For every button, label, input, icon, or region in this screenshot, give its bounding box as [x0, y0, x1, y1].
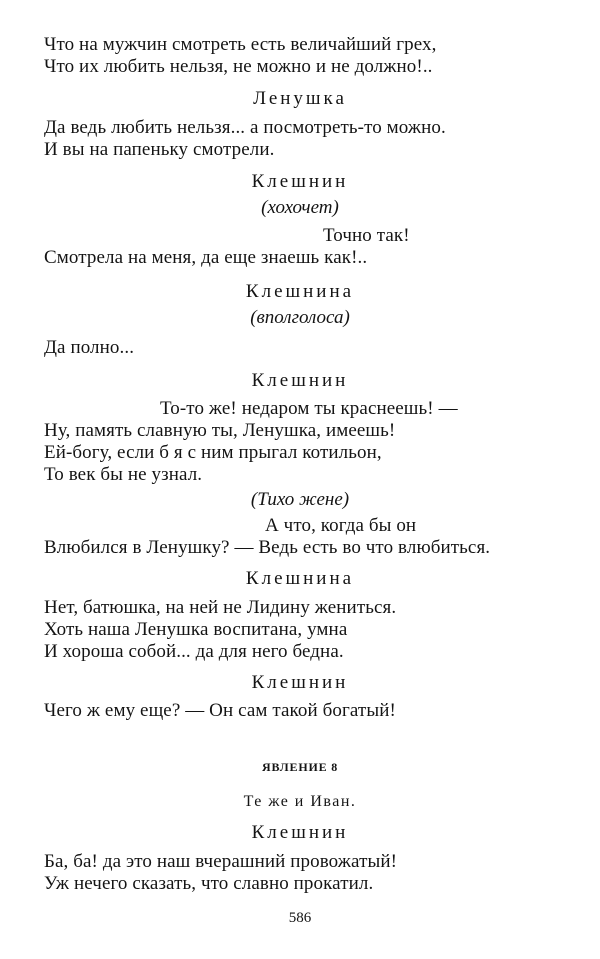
verse-line: Нет, батюшка, на ней не Лидину жениться. [44, 597, 397, 618]
verse-line: Да ведь любить нельзя... а посмотреть-то можно. [44, 117, 446, 138]
verse-line: Что на мужчин смотреть есть величайший грех, [44, 34, 437, 55]
verse-line: Ей-богу, если б я с ним прыгал котильон, [44, 442, 382, 463]
stage-direction: (хохочет) [261, 197, 339, 218]
speaker-name: Клешнин [251, 171, 349, 192]
speaker-name: Клешнин [251, 672, 349, 693]
verse-line: А что, когда бы он [265, 515, 417, 536]
scene-cast: Те же и Иван. [243, 793, 357, 810]
verse-line: Ба, ба! да это наш вчерашний провожатый! [44, 851, 398, 872]
speaker-name: Ленушка [253, 88, 347, 109]
speaker-name: Клешнина [245, 281, 355, 302]
stage-direction: (вполголоса) [250, 307, 350, 328]
verse-line: Ну, память славную ты, Ленушка, имеешь! [44, 420, 396, 441]
verse-line: Что их любить нельзя, не можно и не должно!.. [44, 56, 433, 77]
verse-line: Да полно... [44, 337, 135, 358]
speaker-name: Клешнин [251, 370, 349, 391]
verse-line: Хоть наша Ленушка воспитана, умна [44, 619, 348, 640]
verse-line: И хороша собой... да для него бедна. [44, 641, 344, 662]
verse-line: Чего ж ему еще? — Он сам такой богатый! [44, 700, 396, 721]
verse-line: И вы на папеньку смотрели. [44, 139, 275, 160]
verse-line: Смотрела на меня, да еще знаешь как!.. [44, 247, 368, 268]
verse-line: То век бы не узнал. [44, 464, 203, 485]
verse-line: Точно так! [323, 225, 410, 246]
stage-direction: (Тихо жене) [250, 489, 350, 510]
page-number: 586 [288, 910, 312, 926]
speaker-name: Клешнина [245, 568, 355, 589]
speaker-name: Клешнин [251, 822, 349, 843]
scene-heading: ЯВЛЕНИЕ 8 [261, 760, 339, 774]
verse-line: То-то же! недаром ты краснеешь! — [160, 398, 458, 419]
verse-line: Влюбился в Ленушку? — Ведь есть во что влюбиться. [44, 537, 491, 558]
verse-line: Уж нечего сказать, что славно прокатил. [44, 873, 374, 894]
